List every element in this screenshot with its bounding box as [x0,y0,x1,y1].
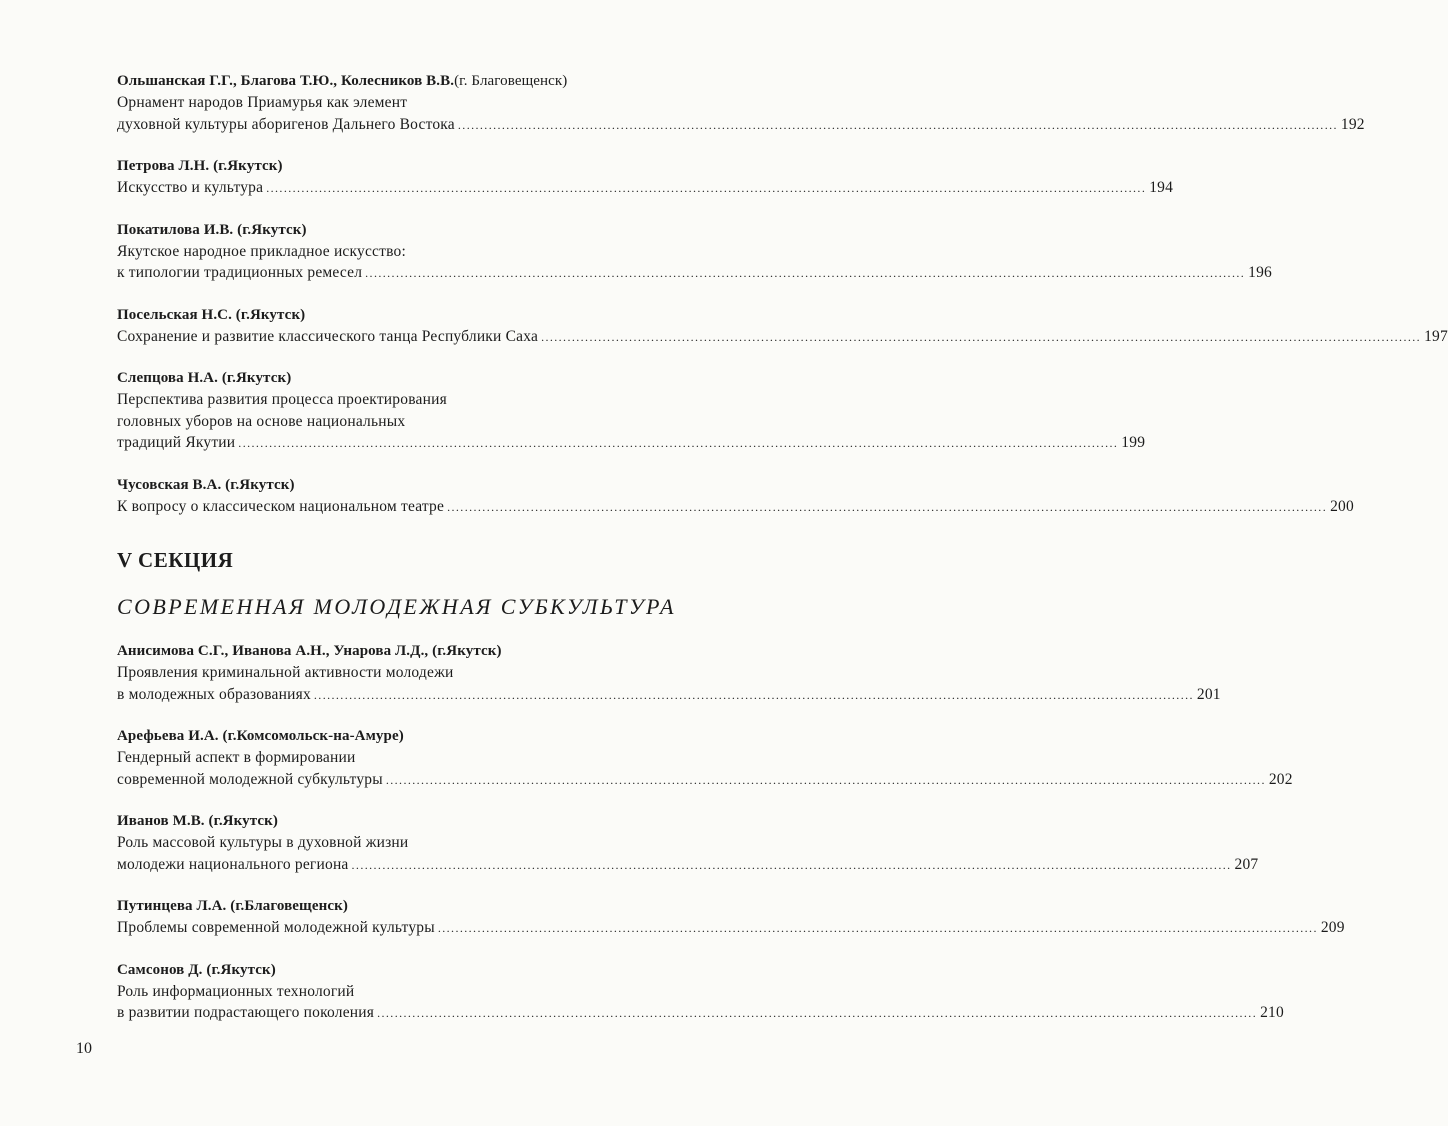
entry-author-names: Иванов М.В. (г.Якутск) [117,813,278,829]
entry-title-line: Орнамент народов Приамурья как элемент [117,94,408,111]
entry-author-names: Покатилова И.В. (г.Якутск) [117,221,307,238]
entry-page-number: 209 [1320,919,1345,936]
toc-entry [117,474,1354,519]
toc-entry [117,640,1221,706]
entry-authors [117,895,699,917]
entry-title-line: Гендерный аспект в формировании [117,749,356,766]
entry-page-number: 196 [1248,264,1273,281]
entry-title-text: молодежи национального региона [117,855,349,873]
entry-author-names: Путинцева Л.А. (г.Благовещенск) [117,898,348,914]
entry-title-last-line [117,854,1259,877]
entry-title-last-line [117,114,1365,137]
entry-page-number: 199 [1121,434,1146,451]
entry-page-number: 202 [1268,770,1293,788]
toc-entry [117,155,1174,200]
entry-page-number: 197 [1424,327,1448,345]
entry-author-names: Арефьева И.А. (г.Комсомольск-на-Амуре) [117,728,404,744]
entry-authors [117,367,699,389]
section-subtitle: СОВРЕМЕННАЯ МОЛОДЕЖНАЯ СУБКУЛЬТУРА [117,594,676,619]
entry-authors [117,155,699,177]
entry-page-number: 207 [1234,855,1259,873]
entry-title-text: традиций Якутии [117,434,236,451]
entry-title-last-line [117,262,1273,285]
entry-author-names: Чусовская В.А. (г.Якутск) [117,476,295,493]
dot-leader: ........................................................................................................................................................................................................ [457,117,1338,132]
entry-page-number: 200 [1330,497,1354,515]
entry-title-last-line [117,432,1146,455]
entry-title-text: к типологии традиционных ремесел [117,264,363,281]
dot-leader: ........................................................................................................................................................................................................ [447,499,1328,514]
entry-title-line: Роль информационных технологий [117,982,355,1000]
dot-leader: ........................................................................................................................................................................................................ [385,772,1266,787]
entry-author-names: Анисимова С.Г., Иванова А.Н., Унарова Л.Д., (г.Якутск) [117,643,502,659]
entry-page-number: 210 [1260,1004,1284,1021]
table-of-contents-section [117,640,1345,1044]
dot-leader: ........................................................................................................................................................................................................ [351,857,1232,872]
page-number: 10 [76,1040,92,1057]
entry-author-city: (г. Благовещенск) [454,73,568,89]
entry-author-names: Слепцова Н.А. (г.Якутск) [117,370,292,386]
entry-title-last-line [117,326,1448,349]
entry-title-text: Искусство и культура [117,179,264,196]
entry-title-last-line [117,177,1174,200]
entry-title-text: Сохранение и развитие классического танца Республики Саха [117,327,539,345]
entry-author-names: Петрова Л.Н. (г.Якутск) [117,158,283,174]
entry-authors [117,959,699,981]
entry-author-names: Посельская Н.С. (г.Якутск) [117,306,306,323]
entry-authors [117,219,699,241]
dot-leader: ........................................................................................................................................................................................................ [266,181,1147,195]
dot-leader: ........................................................................................................................................................................................................ [365,266,1246,280]
entry-title-last-line [117,496,1354,519]
dot-leader: ........................................................................................................................................................................................................ [437,921,1318,935]
entry-authors [117,725,699,747]
entry-page-number: 192 [1340,115,1365,133]
entry-title-line: Роль массовой культуры в духовной жизни [117,834,409,851]
entry-page-number: 201 [1196,685,1221,703]
entry-title-text: современной молодежной субкультуры [117,770,383,788]
entry-authors [117,304,699,326]
toc-entry [117,810,1259,876]
entry-title-line: головных уборов на основе национальных [117,412,406,430]
entry-title-text: в развитии подрастающего поколения [117,1004,375,1021]
table-of-contents-top [117,70,1448,537]
entry-title-text: К вопросу о классическом национальном театре [117,497,445,515]
entry-title-last-line [117,1002,1284,1025]
entry-title-last-line [117,684,1221,707]
entry-page-number: 194 [1149,179,1174,196]
toc-entry [117,959,1284,1025]
toc-entry [117,367,1146,455]
dot-leader: ........................................................................................................................................................................................................ [377,1006,1258,1020]
dot-leader: ........................................................................................................................................................................................................ [313,687,1194,702]
entry-title-line: Проявления криминальной активности молодежи [117,664,454,681]
toc-entry [117,725,1293,791]
entry-authors [117,640,699,662]
entry-authors [117,810,699,832]
dot-leader: ........................................................................................................................................................................................................ [238,436,1119,450]
entry-author-names: Ольшанская Г.Г., Благова Т.Ю., Колесников В.В. [117,73,455,89]
entry-title-text: в молодежных образованиях [117,685,311,703]
entry-title-line: Якутское народное прикладное искусство: [117,242,406,260]
toc-entry [117,70,1365,136]
entry-title-text: Проблемы современной молодежной культуры [117,919,435,936]
entry-authors [117,70,699,92]
entry-title-last-line [117,917,1345,940]
dot-leader: ........................................................................................................................................................................................................ [541,329,1422,344]
toc-entry [117,895,1345,940]
entry-title-text: духовной культуры аборигенов Дальнего Востока [117,115,455,133]
entry-authors [117,474,699,496]
entry-title-last-line [117,769,1293,792]
entry-title-line: Перспектива развития процесса проектирования [117,391,447,408]
section-title: V СЕКЦИЯ [117,548,234,572]
toc-entry [117,304,1448,349]
toc-entry [117,219,1273,285]
entry-author-names: Самсонов Д. (г.Якутск) [117,961,276,978]
